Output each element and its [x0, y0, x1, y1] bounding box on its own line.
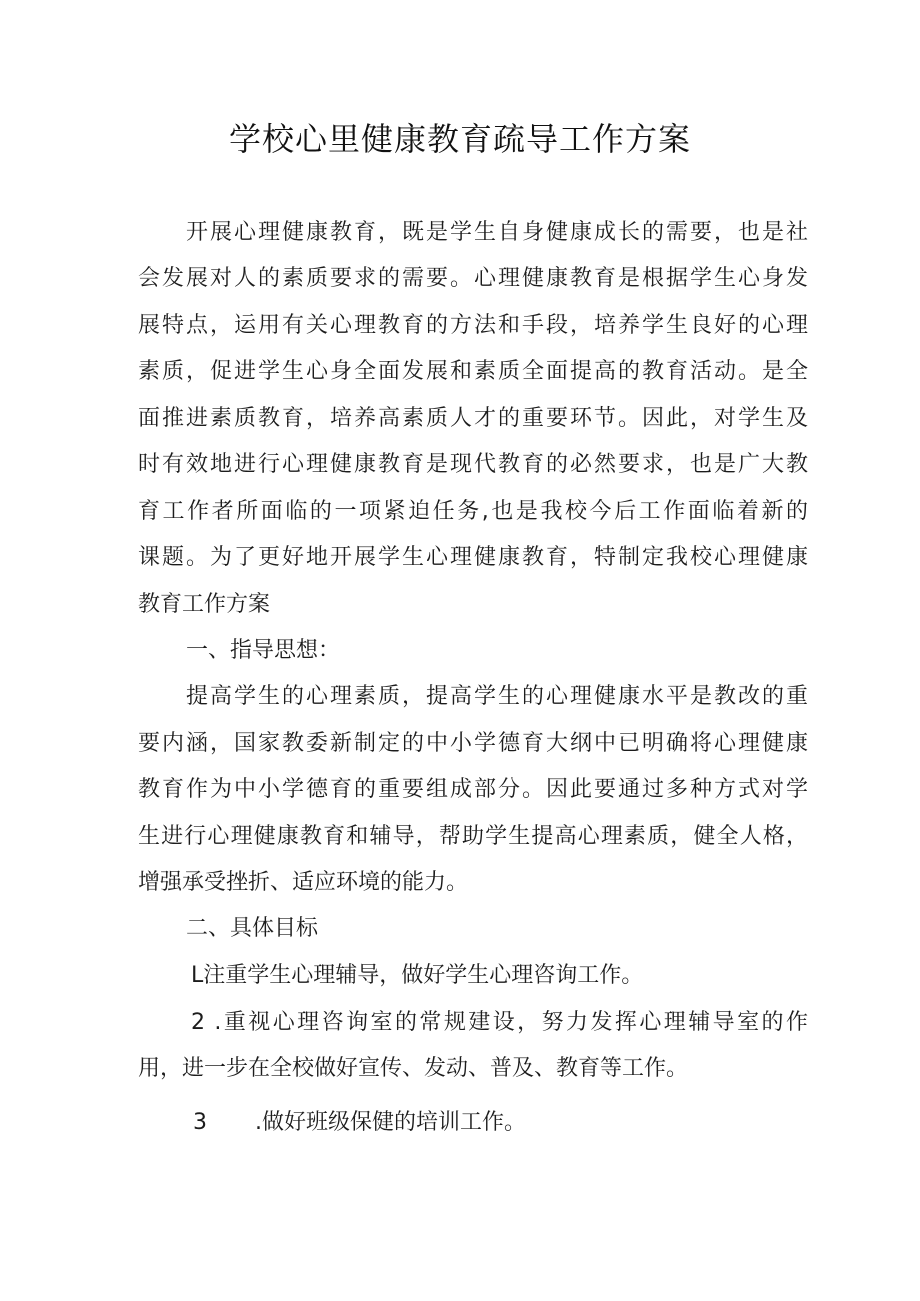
goal-2-line-1: 2 .重视心理咨询室的常规建设，努力发挥心理辅导室的作 [191, 1010, 808, 1035]
intro-line-2: 会发展对人的素质要求的需要。心理健康教育是根据学生心身发 [138, 266, 808, 291]
intro-line-5: 面推进素质教育，培养高素质人才的重要环节。因此，对学生及 [138, 406, 808, 431]
intro-line-4: 素质，促进学生心身全面发展和素质全面提高的教育活动。是全 [138, 359, 808, 384]
intro-line-8: 课题。为了更好地开展学生心理健康教育，特制定我校心理健康 [138, 545, 808, 570]
intro-line-6: 时有效地进行心理健康教育是现代教育的必然要求，也是广大教 [138, 452, 808, 477]
goal-3-number: 3 [193, 1110, 207, 1135]
goal-3-text: .做好班级保健的培训工作。 [255, 1110, 526, 1135]
document-title: 学校心里健康教育疏导工作方案 [228, 120, 691, 158]
section1-line-2: 要内涵，国家教委新制定的中小学德育大纲中已明确将心理健康 [138, 731, 808, 756]
intro-line-9: 教育工作方案 [138, 592, 271, 617]
section1-line-5: 增强承受挫折、适应环境的能力。 [138, 870, 469, 895]
goal-1: L注重学生心理辅导，做好学生心理咨询工作。 [191, 963, 644, 988]
section1-heading: 一、指导思想： [186, 638, 341, 663]
section2-heading: 二、具体目标 [186, 916, 319, 941]
intro-line-3: 展特点，运用有关心理教育的方法和手段，培养学生良好的心理 [138, 313, 808, 338]
intro-line-1: 开展心理健康教育，既是学生自身健康成长的需要，也是社 [186, 220, 808, 245]
section1-line-3: 教育作为中小学德育的重要组成部分。因此要通过多种方式对学 [138, 777, 808, 802]
intro-line-7: 育工作者所面临的一项紧迫任务,也是我校今后工作面临着新的 [138, 499, 808, 524]
section1-line-1: 提高学生的心理素质，提高学生的心理健康水平是教改的重 [186, 684, 808, 709]
section1-line-4: 生进行心理健康教育和辅导，帮助学生提高心理素质，健全人格， [138, 824, 808, 849]
goal-2-line-2: 用，进一步在全校做好宣传、发动、普及、教育等工作。 [138, 1056, 689, 1081]
